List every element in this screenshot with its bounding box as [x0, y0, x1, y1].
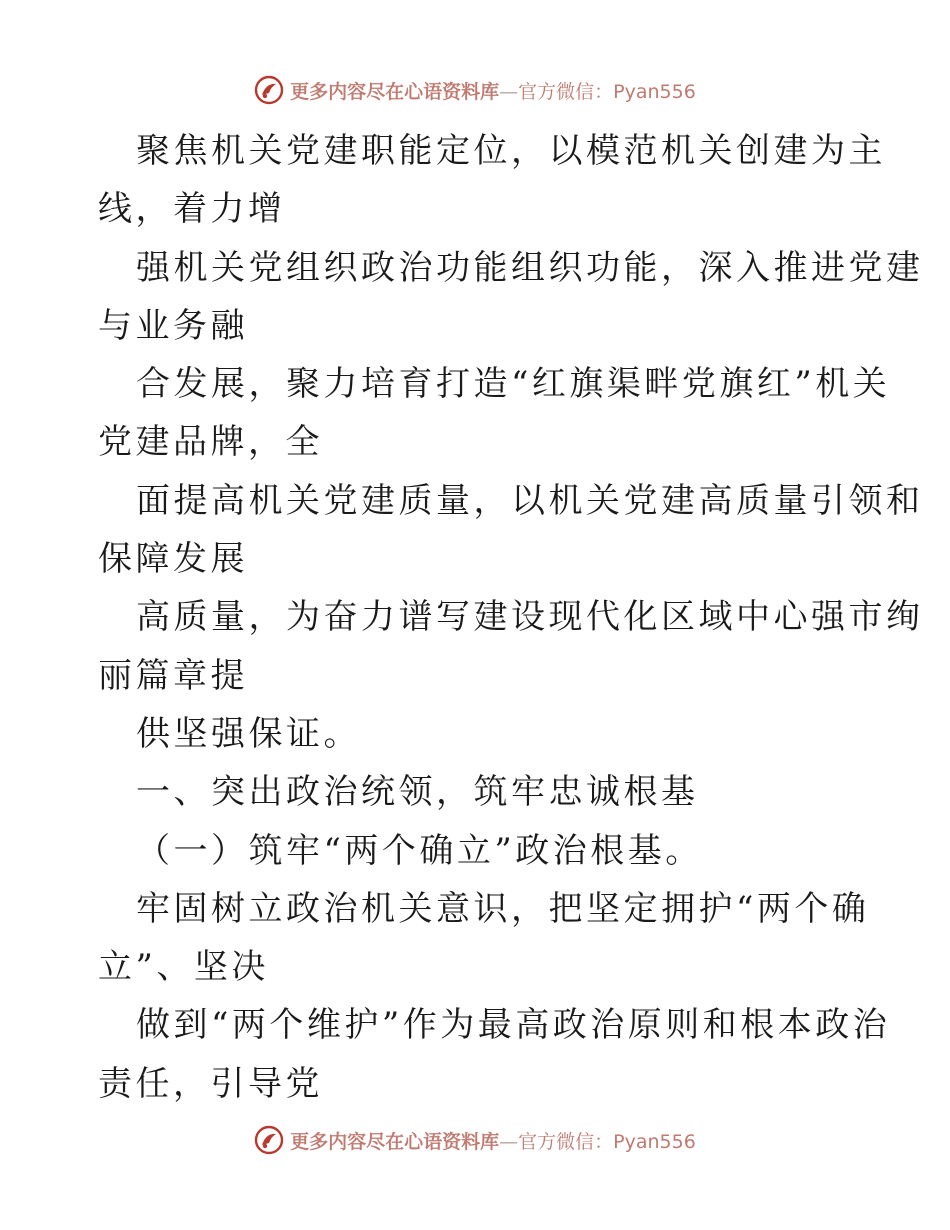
paragraph-line: 责任，引导党: [98, 1063, 323, 1104]
footer-banner: [0, 1120, 950, 1160]
red-logo-icon: [254, 1125, 284, 1155]
paragraph-line: 合发展，聚力培育打造“红旗渠畔党旗红”机关: [136, 364, 891, 405]
footer-banner-text: [290, 1127, 696, 1154]
paragraph-line: 线，着力增: [98, 189, 286, 230]
red-logo-icon: [254, 75, 284, 105]
header-contact: 官方微信：Pyan556: [518, 80, 696, 103]
header-banner-text: [290, 77, 696, 104]
header-separator: —: [499, 80, 519, 103]
paragraph-line: 供坚强保证。: [136, 713, 361, 754]
paragraph-line: 立”、坚决: [98, 947, 269, 988]
paragraph-line: 面提高机关党建质量，以机关党建高质量引领和: [136, 480, 924, 521]
footer-contact: 官方微信：Pyan556: [518, 1130, 696, 1153]
paragraph-line: 保障发展: [98, 539, 248, 580]
footer-separator: —: [499, 1130, 519, 1153]
section-heading: 一、突出政治统领，筑牢忠诚根基: [136, 772, 699, 813]
header-banner: [0, 70, 950, 110]
document-body: [98, 122, 924, 1113]
footer-brand: 更多内容尽在心语资料库: [290, 1130, 500, 1153]
paragraph-line: 做到“两个维护”作为最高政治原则和根本政治: [136, 1005, 891, 1046]
paragraph-line: 牢固树立政治机关意识，把坚定拥护“两个确: [136, 888, 870, 929]
paragraph-line: 高质量，为奋力谱写建设现代化区域中心强市绚: [136, 597, 924, 638]
paragraph-line: 强机关党组织政治功能组织功能，深入推进党建: [136, 247, 924, 288]
subsection-heading: （一）筑牢“两个确立”政治根基。: [136, 830, 703, 871]
header-brand: 更多内容尽在心语资料库: [290, 80, 500, 103]
paragraph-line: 聚焦机关党建职能定位，以模范机关创建为主: [136, 131, 886, 171]
paragraph-line: 与业务融: [98, 305, 248, 346]
paragraph-line: 党建品牌，全: [98, 422, 323, 463]
paragraph-line: 丽篇章提: [98, 655, 248, 696]
